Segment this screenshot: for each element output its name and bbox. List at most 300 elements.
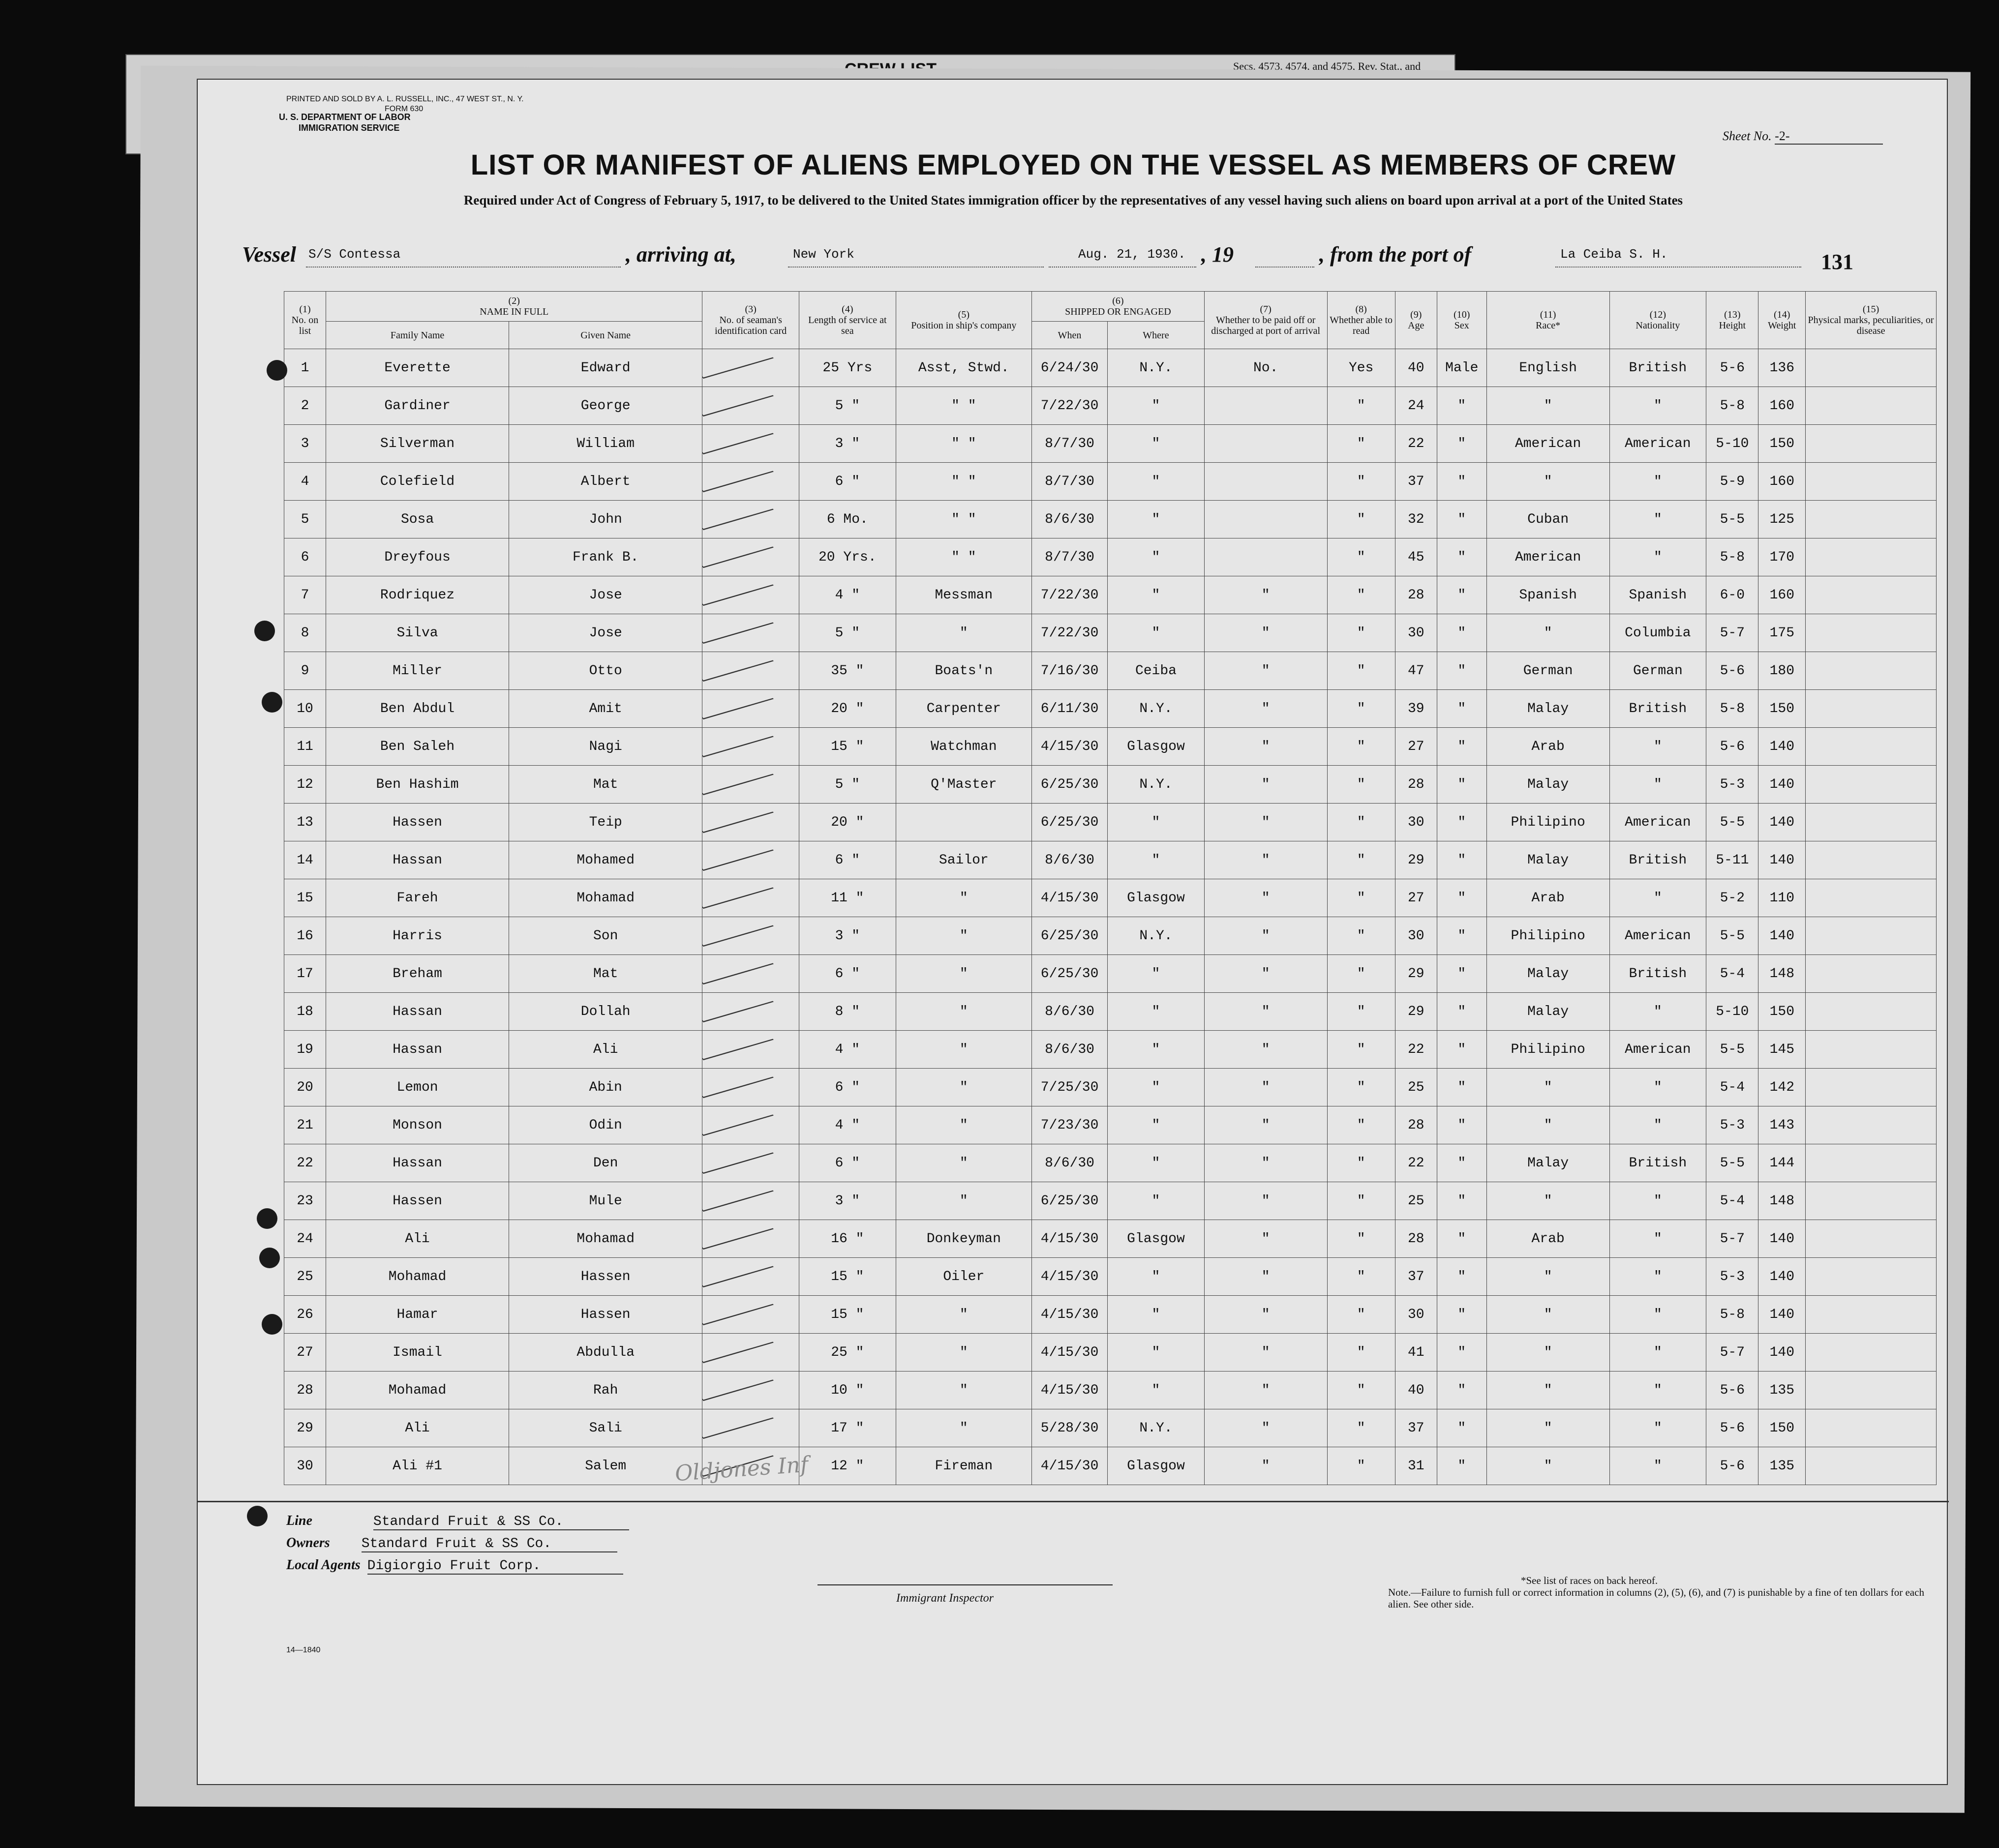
paid-off-cell — [1204, 538, 1327, 576]
shipped-where-cell: N.Y. — [1108, 766, 1205, 804]
given-name-cell: Den — [509, 1144, 702, 1182]
shipped-when-cell: 7/22/30 — [1032, 576, 1108, 614]
agents-field — [286, 1557, 623, 1575]
shipped-when-cell: 7/22/30 — [1032, 387, 1108, 425]
id-card-check-cell — [702, 728, 799, 766]
height-cell: 5-6 — [1706, 1447, 1758, 1485]
height-cell: 5-5 — [1706, 1031, 1758, 1069]
able-to-read-cell: " — [1327, 917, 1395, 955]
able-to-read-cell: " — [1327, 1371, 1395, 1409]
inspector-label: Immigrant Inspector — [896, 1592, 994, 1605]
shipped-when-cell: 7/25/30 — [1032, 1069, 1108, 1106]
given-name-cell: Abin — [509, 1069, 702, 1106]
row-number-cell: 28 — [284, 1371, 326, 1409]
row-number-cell: 3 — [284, 425, 326, 463]
family-name-cell: Ismail — [326, 1334, 509, 1371]
physical-marks-cell — [1806, 538, 1937, 576]
weight-cell: 160 — [1758, 463, 1806, 501]
nationality-cell: American — [1609, 804, 1706, 841]
check-mark — [702, 538, 774, 568]
row-number-cell: 13 — [284, 804, 326, 841]
height-cell: 5-6 — [1706, 652, 1758, 690]
weight-cell: 140 — [1758, 728, 1806, 766]
family-name-cell: Rodriquez — [326, 576, 509, 614]
shipped-when-cell: 7/16/30 — [1032, 652, 1108, 690]
family-name-cell: Miller — [326, 652, 509, 690]
col-age-header: (9) Age — [1395, 292, 1437, 349]
service-length-cell: 5 " — [799, 766, 896, 804]
physical-marks-cell — [1806, 1106, 1937, 1144]
physical-marks-cell — [1806, 387, 1937, 425]
age-cell: 30 — [1395, 917, 1437, 955]
race-cell: German — [1486, 652, 1609, 690]
check-mark — [702, 993, 774, 1022]
sex-cell: " — [1437, 993, 1486, 1031]
shipped-where-cell: " — [1108, 387, 1205, 425]
able-to-read-cell: " — [1327, 501, 1395, 538]
service-length-cell: 11 " — [799, 879, 896, 917]
paid-off-cell: " — [1204, 1409, 1327, 1447]
weight-cell: 140 — [1758, 1220, 1806, 1258]
family-name-cell: Harris — [326, 917, 509, 955]
position-cell: " " — [896, 463, 1031, 501]
table-row — [284, 501, 1937, 538]
position-cell: " — [896, 1371, 1031, 1409]
able-to-read-cell: " — [1327, 1031, 1395, 1069]
table-row — [284, 955, 1937, 993]
given-name-cell: Rah — [509, 1371, 702, 1409]
position-cell — [896, 804, 1031, 841]
shipped-when-cell: 6/25/30 — [1032, 804, 1108, 841]
height-cell: 5-8 — [1706, 1296, 1758, 1334]
check-mark — [702, 1371, 774, 1401]
able-to-read-cell: " — [1327, 728, 1395, 766]
id-card-check-cell — [702, 804, 799, 841]
vessel-label: Vessel — [242, 242, 296, 267]
shipped-when-cell: 4/15/30 — [1032, 1334, 1108, 1371]
nationality-cell: " — [1609, 1106, 1706, 1144]
service-length-cell: 16 " — [799, 1220, 896, 1258]
shipped-where-cell: N.Y. — [1108, 690, 1205, 728]
age-cell: 28 — [1395, 576, 1437, 614]
check-mark — [702, 1258, 774, 1287]
shipped-when-cell: 4/15/30 — [1032, 728, 1108, 766]
able-to-read-cell: " — [1327, 766, 1395, 804]
race-cell: Malay — [1486, 690, 1609, 728]
shipped-where-cell: Glasgow — [1108, 1447, 1205, 1485]
able-to-read-cell: " — [1327, 576, 1395, 614]
weight-cell: 150 — [1758, 993, 1806, 1031]
position-cell: Asst, Stwd. — [896, 349, 1031, 387]
paid-off-cell — [1204, 501, 1327, 538]
age-cell: 27 — [1395, 879, 1437, 917]
weight-cell: 140 — [1758, 766, 1806, 804]
given-name-cell: Albert — [509, 463, 702, 501]
service-length-cell: 4 " — [799, 1031, 896, 1069]
physical-marks-cell — [1806, 463, 1937, 501]
col-weight-header: (14) Weight — [1758, 292, 1806, 349]
given-name-cell: Odin — [509, 1106, 702, 1144]
family-name-cell: Colefield — [326, 463, 509, 501]
check-mark — [702, 349, 774, 379]
service-length-cell: 20 " — [799, 804, 896, 841]
position-cell: Oiler — [896, 1258, 1031, 1296]
physical-marks-cell — [1806, 879, 1937, 917]
physical-marks-cell — [1806, 1220, 1937, 1258]
shipped-where-cell: " — [1108, 1144, 1205, 1182]
position-cell: " — [896, 879, 1031, 917]
position-cell: Sailor — [896, 841, 1031, 879]
col-service-header: (4) Length of service at sea — [799, 292, 896, 349]
shipped-where-cell: Glasgow — [1108, 728, 1205, 766]
row-number-cell: 12 — [284, 766, 326, 804]
col-height-header: (13) Height — [1706, 292, 1758, 349]
crew-manifest-table — [284, 291, 1937, 1485]
table-row — [284, 841, 1937, 879]
paid-off-cell: " — [1204, 1334, 1327, 1371]
nationality-cell: " — [1609, 1371, 1706, 1409]
height-cell: 5-6 — [1706, 1371, 1758, 1409]
given-name-cell: Mat — [509, 766, 702, 804]
punch-hole — [259, 1248, 280, 1268]
race-cell: " — [1486, 1371, 1609, 1409]
col-where-header: Where — [1108, 322, 1205, 349]
table-row — [284, 993, 1937, 1031]
service-length-cell: 15 " — [799, 728, 896, 766]
paid-off-cell: " — [1204, 576, 1327, 614]
physical-marks-cell — [1806, 501, 1937, 538]
race-cell: " — [1486, 1258, 1609, 1296]
weight-cell: 135 — [1758, 1371, 1806, 1409]
shipped-when-cell: 4/15/30 — [1032, 1220, 1108, 1258]
sex-cell: " — [1437, 1069, 1486, 1106]
height-cell: 5-8 — [1706, 690, 1758, 728]
able-to-read-cell: " — [1327, 652, 1395, 690]
service-length-cell: 6 " — [799, 1069, 896, 1106]
physical-marks-cell — [1806, 1144, 1937, 1182]
row-number-cell: 19 — [284, 1031, 326, 1069]
given-name-cell: Dollah — [509, 993, 702, 1031]
check-mark — [702, 576, 774, 606]
race-cell: American — [1486, 538, 1609, 576]
col-name-header: (2) NAME IN FULL — [326, 292, 702, 322]
given-name-cell: Sali — [509, 1409, 702, 1447]
check-mark — [702, 425, 774, 454]
service-length-cell: 20 " — [799, 690, 896, 728]
given-name-cell: Mule — [509, 1182, 702, 1220]
shipped-when-cell: 6/25/30 — [1032, 955, 1108, 993]
weight-cell: 170 — [1758, 538, 1806, 576]
shipped-when-cell: 6/25/30 — [1032, 917, 1108, 955]
row-number-cell: 24 — [284, 1220, 326, 1258]
able-to-read-cell: " — [1327, 1447, 1395, 1485]
shipped-where-cell: N.Y. — [1108, 1409, 1205, 1447]
table-row — [284, 387, 1937, 425]
table-row — [284, 463, 1937, 501]
nationality-cell: British — [1609, 841, 1706, 879]
sex-cell: " — [1437, 804, 1486, 841]
department-heading: U. S. DEPARTMENT OF LABOR IMMIGRATION SERVICE — [279, 112, 411, 133]
crew-rows — [284, 349, 1937, 1485]
line-value: Standard Fruit & SS Co. — [373, 1514, 629, 1530]
id-card-check-cell — [702, 955, 799, 993]
family-name-cell: Hassan — [326, 841, 509, 879]
shipped-when-cell: 6/24/30 — [1032, 349, 1108, 387]
weight-cell: 140 — [1758, 1296, 1806, 1334]
paid-off-cell: " — [1204, 1182, 1327, 1220]
col-position-header: (5) Position in ship's company — [896, 292, 1031, 349]
physical-marks-cell — [1806, 1069, 1937, 1106]
table-row — [284, 1334, 1937, 1371]
physical-marks-cell — [1806, 1031, 1937, 1069]
table-row — [284, 1447, 1937, 1485]
family-name-cell: Hassen — [326, 1182, 509, 1220]
service-length-cell: 15 " — [799, 1296, 896, 1334]
punch-hole — [262, 1314, 282, 1335]
col-race-header: (11) Race* — [1486, 292, 1609, 349]
sex-cell: " — [1437, 576, 1486, 614]
check-mark — [702, 690, 774, 719]
race-cell: American — [1486, 425, 1609, 463]
table-row — [284, 1031, 1937, 1069]
row-number-cell: 26 — [284, 1296, 326, 1334]
nationality-cell: " — [1609, 1220, 1706, 1258]
race-cell: Malay — [1486, 955, 1609, 993]
given-name-cell: Otto — [509, 652, 702, 690]
family-name-cell: Ali — [326, 1220, 509, 1258]
table-row — [284, 1220, 1937, 1258]
paid-off-cell: " — [1204, 993, 1327, 1031]
service-length-cell: 6 " — [799, 841, 896, 879]
sex-cell: " — [1437, 1220, 1486, 1258]
height-cell: 5-3 — [1706, 1106, 1758, 1144]
height-cell: 5-6 — [1706, 728, 1758, 766]
height-cell: 5-5 — [1706, 804, 1758, 841]
height-cell: 5-8 — [1706, 538, 1758, 576]
row-number-cell: 25 — [284, 1258, 326, 1296]
age-cell: 28 — [1395, 1220, 1437, 1258]
weight-cell: 150 — [1758, 1409, 1806, 1447]
sex-cell: " — [1437, 463, 1486, 501]
age-cell: 32 — [1395, 501, 1437, 538]
age-cell: 45 — [1395, 538, 1437, 576]
sex-cell: " — [1437, 879, 1486, 917]
table-row — [284, 614, 1937, 652]
age-cell: 41 — [1395, 1334, 1437, 1371]
id-card-check-cell — [702, 425, 799, 463]
shipped-where-cell: " — [1108, 614, 1205, 652]
check-mark — [702, 1069, 774, 1098]
col-family-name-header: Family Name — [326, 322, 509, 349]
nationality-cell: Spanish — [1609, 576, 1706, 614]
physical-marks-cell — [1806, 993, 1937, 1031]
height-cell: 5-9 — [1706, 463, 1758, 501]
col-paid-off-header: (7) Whether to be paid off or discharged at port of arrival — [1204, 292, 1327, 349]
table-row — [284, 1182, 1937, 1220]
col-given-name-header: Given Name — [509, 322, 702, 349]
paid-off-cell — [1204, 425, 1327, 463]
table-row — [284, 425, 1937, 463]
physical-marks-cell — [1806, 690, 1937, 728]
position-cell: " — [896, 1296, 1031, 1334]
nationality-cell: " — [1609, 463, 1706, 501]
able-to-read-cell: " — [1327, 1409, 1395, 1447]
age-cell: 22 — [1395, 1031, 1437, 1069]
id-card-check-cell — [702, 1106, 799, 1144]
inspector-signature-line — [818, 1584, 1113, 1585]
able-to-read-cell: " — [1327, 1144, 1395, 1182]
shipped-when-cell: 4/15/30 — [1032, 879, 1108, 917]
nationality-cell: " — [1609, 766, 1706, 804]
height-cell: 5-3 — [1706, 766, 1758, 804]
id-card-check-cell — [702, 1409, 799, 1447]
paid-off-cell: " — [1204, 1106, 1327, 1144]
check-mark — [702, 879, 774, 909]
paid-off-cell: No. — [1204, 349, 1327, 387]
shipped-where-cell: " — [1108, 1371, 1205, 1409]
sex-cell: " — [1437, 501, 1486, 538]
row-number-cell: 6 — [284, 538, 326, 576]
nationality-cell: " — [1609, 728, 1706, 766]
position-cell: Fireman — [896, 1447, 1031, 1485]
able-to-read-cell: " — [1327, 841, 1395, 879]
row-number-cell: 14 — [284, 841, 326, 879]
nationality-cell: American — [1609, 1031, 1706, 1069]
service-length-cell: 4 " — [799, 1106, 896, 1144]
physical-marks-cell — [1806, 1371, 1937, 1409]
position-cell: " — [896, 1031, 1031, 1069]
table-row — [284, 576, 1937, 614]
physical-marks-cell — [1806, 804, 1937, 841]
printer-imprint: PRINTED AND SOLD BY A. L. RUSSELL, INC., 47 WEST ST., N. Y. FORM 630 — [286, 95, 524, 113]
service-length-cell: 6 " — [799, 1144, 896, 1182]
given-name-cell: Salem — [509, 1447, 702, 1485]
physical-marks-cell — [1806, 614, 1937, 652]
row-number-cell: 22 — [284, 1144, 326, 1182]
nationality-cell: Columbia — [1609, 614, 1706, 652]
check-mark — [702, 1144, 774, 1174]
family-name-cell: Hassan — [326, 993, 509, 1031]
family-name-cell: Ben Hashim — [326, 766, 509, 804]
family-name-cell: Silva — [326, 614, 509, 652]
shipped-where-cell: " — [1108, 1296, 1205, 1334]
paid-off-cell: " — [1204, 841, 1327, 879]
race-cell: " — [1486, 614, 1609, 652]
nationality-cell: " — [1609, 1258, 1706, 1296]
nationality-cell: " — [1609, 501, 1706, 538]
position-cell: Watchman — [896, 728, 1031, 766]
shipped-when-cell: 6/11/30 — [1032, 690, 1108, 728]
shipped-where-cell: " — [1108, 501, 1205, 538]
family-name-cell: Everette — [326, 349, 509, 387]
paid-off-cell: " — [1204, 1220, 1327, 1258]
nationality-cell: " — [1609, 1409, 1706, 1447]
check-mark — [702, 1182, 774, 1212]
punch-hole — [254, 621, 275, 641]
physical-marks-cell — [1806, 652, 1937, 690]
race-cell: " — [1486, 1069, 1609, 1106]
agents-value: Digiorgio Fruit Corp. — [367, 1558, 623, 1575]
age-cell: 40 — [1395, 349, 1437, 387]
agents-label: Local Agents — [286, 1557, 361, 1573]
given-name-cell: Amit — [509, 690, 702, 728]
id-card-check-cell — [702, 463, 799, 501]
shipped-when-cell: 4/15/30 — [1032, 1296, 1108, 1334]
id-card-check-cell — [702, 1031, 799, 1069]
owners-label: Owners — [286, 1535, 330, 1550]
position-cell: " — [896, 1069, 1031, 1106]
shipped-where-cell: " — [1108, 1258, 1205, 1296]
service-length-cell: 5 " — [799, 387, 896, 425]
physical-marks-cell — [1806, 955, 1937, 993]
age-cell: 28 — [1395, 1106, 1437, 1144]
shipped-where-cell: " — [1108, 1069, 1205, 1106]
row-number-cell: 7 — [284, 576, 326, 614]
shipped-when-cell: 8/7/30 — [1032, 425, 1108, 463]
shipped-where-cell: " — [1108, 841, 1205, 879]
position-cell: " " — [896, 387, 1031, 425]
arrival-port: New York — [793, 247, 854, 262]
weight-cell: 148 — [1758, 1182, 1806, 1220]
paid-off-cell: " — [1204, 955, 1327, 993]
departure-port: La Ceiba S. H. — [1560, 247, 1668, 262]
height-cell: 5-3 — [1706, 1258, 1758, 1296]
height-cell: 5-5 — [1706, 917, 1758, 955]
family-name-cell: Mohamad — [326, 1258, 509, 1296]
weight-cell: 142 — [1758, 1069, 1806, 1106]
able-to-read-cell: " — [1327, 425, 1395, 463]
shipped-where-cell: " — [1108, 538, 1205, 576]
table-row — [284, 1069, 1937, 1106]
nationality-cell: American — [1609, 917, 1706, 955]
row-number-cell: 20 — [284, 1069, 326, 1106]
height-cell: 5-6 — [1706, 349, 1758, 387]
row-number-cell: 17 — [284, 955, 326, 993]
given-name-cell: Mat — [509, 955, 702, 993]
race-cell: Spanish — [1486, 576, 1609, 614]
weight-cell: 140 — [1758, 917, 1806, 955]
table-row — [284, 690, 1937, 728]
age-cell: 25 — [1395, 1069, 1437, 1106]
physical-marks-cell — [1806, 1409, 1937, 1447]
physical-marks-cell — [1806, 1258, 1937, 1296]
nationality-cell: British — [1609, 349, 1706, 387]
table-row — [284, 1409, 1937, 1447]
service-length-cell: 12 " — [799, 1447, 896, 1485]
age-cell: 31 — [1395, 1447, 1437, 1485]
service-length-cell: 8 " — [799, 993, 896, 1031]
check-mark — [702, 1220, 774, 1250]
service-length-cell: 25 Yrs — [799, 349, 896, 387]
id-card-check-cell — [702, 387, 799, 425]
statute-references: Secs. 4573, 4574, and 4575, Rev. Stat., and — [1233, 60, 1421, 72]
family-name-cell: Breham — [326, 955, 509, 993]
service-length-cell: 20 Yrs. — [799, 538, 896, 576]
able-to-read-cell: " — [1327, 955, 1395, 993]
sex-cell: " — [1437, 614, 1486, 652]
paid-off-cell: " — [1204, 1371, 1327, 1409]
sex-cell: " — [1437, 766, 1486, 804]
shipped-where-cell: Ceiba — [1108, 652, 1205, 690]
shipped-where-cell: Glasgow — [1108, 1220, 1205, 1258]
nationality-cell: American — [1609, 425, 1706, 463]
table-row — [284, 917, 1937, 955]
race-cell: " — [1486, 387, 1609, 425]
service-length-cell: 6 " — [799, 463, 896, 501]
able-to-read-cell: " — [1327, 804, 1395, 841]
nationality-cell: British — [1609, 1144, 1706, 1182]
col-id-card-header: (3) No. of seaman's identification card — [702, 292, 799, 349]
